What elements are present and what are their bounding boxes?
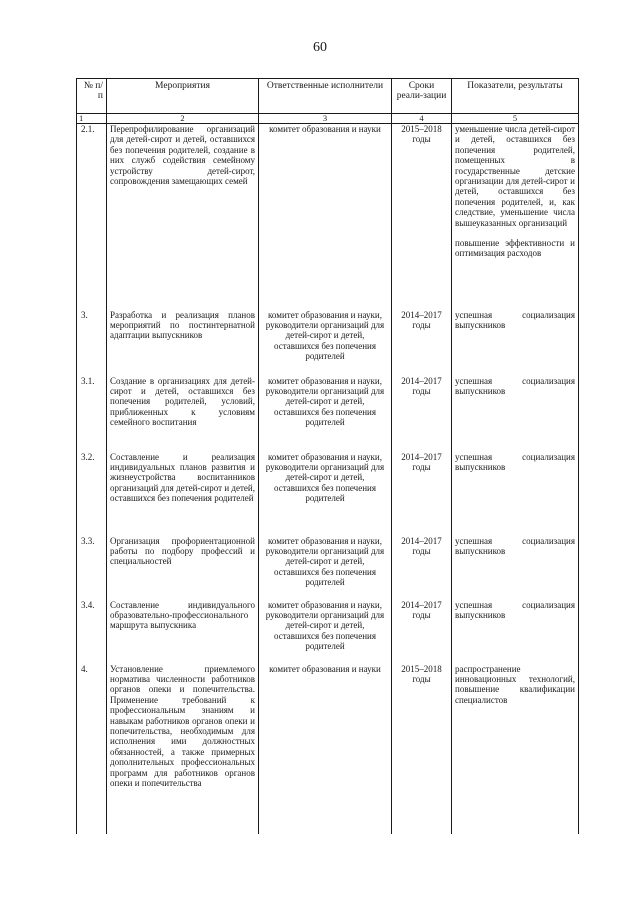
- row-number: 3.1.: [77, 376, 107, 452]
- row-responsible: комитет образования и науки: [259, 124, 392, 310]
- table-row: [77, 310, 579, 376]
- row-number: 2.1.: [77, 124, 107, 310]
- row-responsible: комитет образования и науки, руководители организаций для детей-сирот и детей, оставшихся без попечения родителей: [259, 376, 392, 452]
- row-term: 2015–2018 годы: [392, 124, 452, 310]
- row-result: успешная социализация выпускников: [452, 310, 579, 376]
- row-responsible: комитет образования и науки, руководители организаций для детей-сирот и детей, оставшихся без попечения родителей: [259, 310, 392, 376]
- row-term: 2014–2017 годы: [392, 376, 452, 452]
- row-result-text: уменьшение числа детей-сирот и детей, оставшихся без попечения родителей, помещенных в государственные детские организации для детей-сирот и детей, оставшихся без попечения родителей, и, как следствие, уменьшение числа вышеуказанных организаций: [455, 124, 575, 228]
- table-row: [77, 452, 579, 536]
- row-number: 3.3.: [77, 536, 107, 600]
- row-result: распространение инновационных технологий, повышение квалификации специалистов: [452, 664, 579, 834]
- row-number: 3.4.: [77, 600, 107, 664]
- column-number: 3: [259, 114, 392, 124]
- row-activity: Организация профориентационной работы по подбору профессий и специальностей: [107, 536, 259, 600]
- table-row: [77, 600, 579, 664]
- table-row: [77, 124, 579, 310]
- header-activities: Мероприятия: [107, 79, 259, 114]
- table-row: [77, 376, 579, 452]
- measures-table: [76, 78, 579, 834]
- row-result: [452, 124, 579, 310]
- row-activity: Создание в организациях для детей-сирот и детей, оставшихся без попечения родителей, условий, приближенных к условиям семейного воспитания: [107, 376, 259, 452]
- row-result: успешная социализация выпускников: [452, 536, 579, 600]
- row-number: 4.: [77, 664, 107, 834]
- column-number: 5: [452, 114, 579, 124]
- row-responsible: комитет образования и науки, руководители организаций для детей-сирот и детей, оставшихся без попечения родителей: [259, 452, 392, 536]
- row-term: 2014–2017 годы: [392, 452, 452, 536]
- row-term: 2014–2017 годы: [392, 536, 452, 600]
- row-term: 2015–2018 годы: [392, 664, 452, 834]
- row-responsible: комитет образования и науки, руководители организаций для детей-сирот и детей, оставшихся без попечения родителей: [259, 600, 392, 664]
- column-number: 2: [107, 114, 259, 124]
- row-result: успешная социализация выпускников: [452, 452, 579, 536]
- header-results: Показатели, результаты: [452, 79, 579, 114]
- row-activity: Установление приемлемого норматива численности работников органов опеки и попечительства. Применение требований к профессиональным знаниям и навыкам работников органов опеки и попечительства, необходимым для исполнения ими должностных обязанностей, а также примерных дополнительных профессиональных программ для работников органов опеки и попечительства: [107, 664, 259, 834]
- table-row: [77, 664, 579, 834]
- table-header-row: [77, 79, 579, 114]
- row-result-text-2: повышение эффективности и оптимизация расходов: [455, 238, 575, 259]
- row-responsible: комитет образования и науки, руководители организаций для детей-сирот и детей, оставшихся без попечения родителей: [259, 536, 392, 600]
- row-activity: Составление индивидуального образовательно-профессионального маршрута выпускника: [107, 600, 259, 664]
- row-number: 3.: [77, 310, 107, 376]
- table-row: [77, 536, 579, 600]
- row-responsible: комитет образования и науки: [259, 664, 392, 834]
- row-number: 3.2.: [77, 452, 107, 536]
- header-terms: Сроки реали-зации: [392, 79, 452, 114]
- row-activity: Составление и реализация индивидуальных планов развития и жизнеустройства воспитанников организаций для детей-сирот и детей, оставшихся без попечения родителей: [107, 452, 259, 536]
- row-result: успешная социализация выпускников: [452, 376, 579, 452]
- column-number: 1: [77, 114, 107, 124]
- column-number: 4: [392, 114, 452, 124]
- row-activity: Перепрофилирование организаций для детей-сирот и детей, оставшихся без попечения родителей, создание в них служб содействия семейному устройству детей-сирот, сопровождения замещающих семей: [107, 124, 259, 310]
- column-number-row: [77, 114, 579, 124]
- row-term: 2014–2017 годы: [392, 600, 452, 664]
- header-responsible: Ответственные исполнители: [259, 79, 392, 114]
- row-term: 2014–2017 годы: [392, 310, 452, 376]
- page-number: 60: [313, 40, 327, 55]
- row-result: успешная социализация выпускников: [452, 600, 579, 664]
- header-number: № п/п: [77, 79, 107, 114]
- row-activity: Разработка и реализация планов мероприятий по постинтернатной адаптации выпускников: [107, 310, 259, 376]
